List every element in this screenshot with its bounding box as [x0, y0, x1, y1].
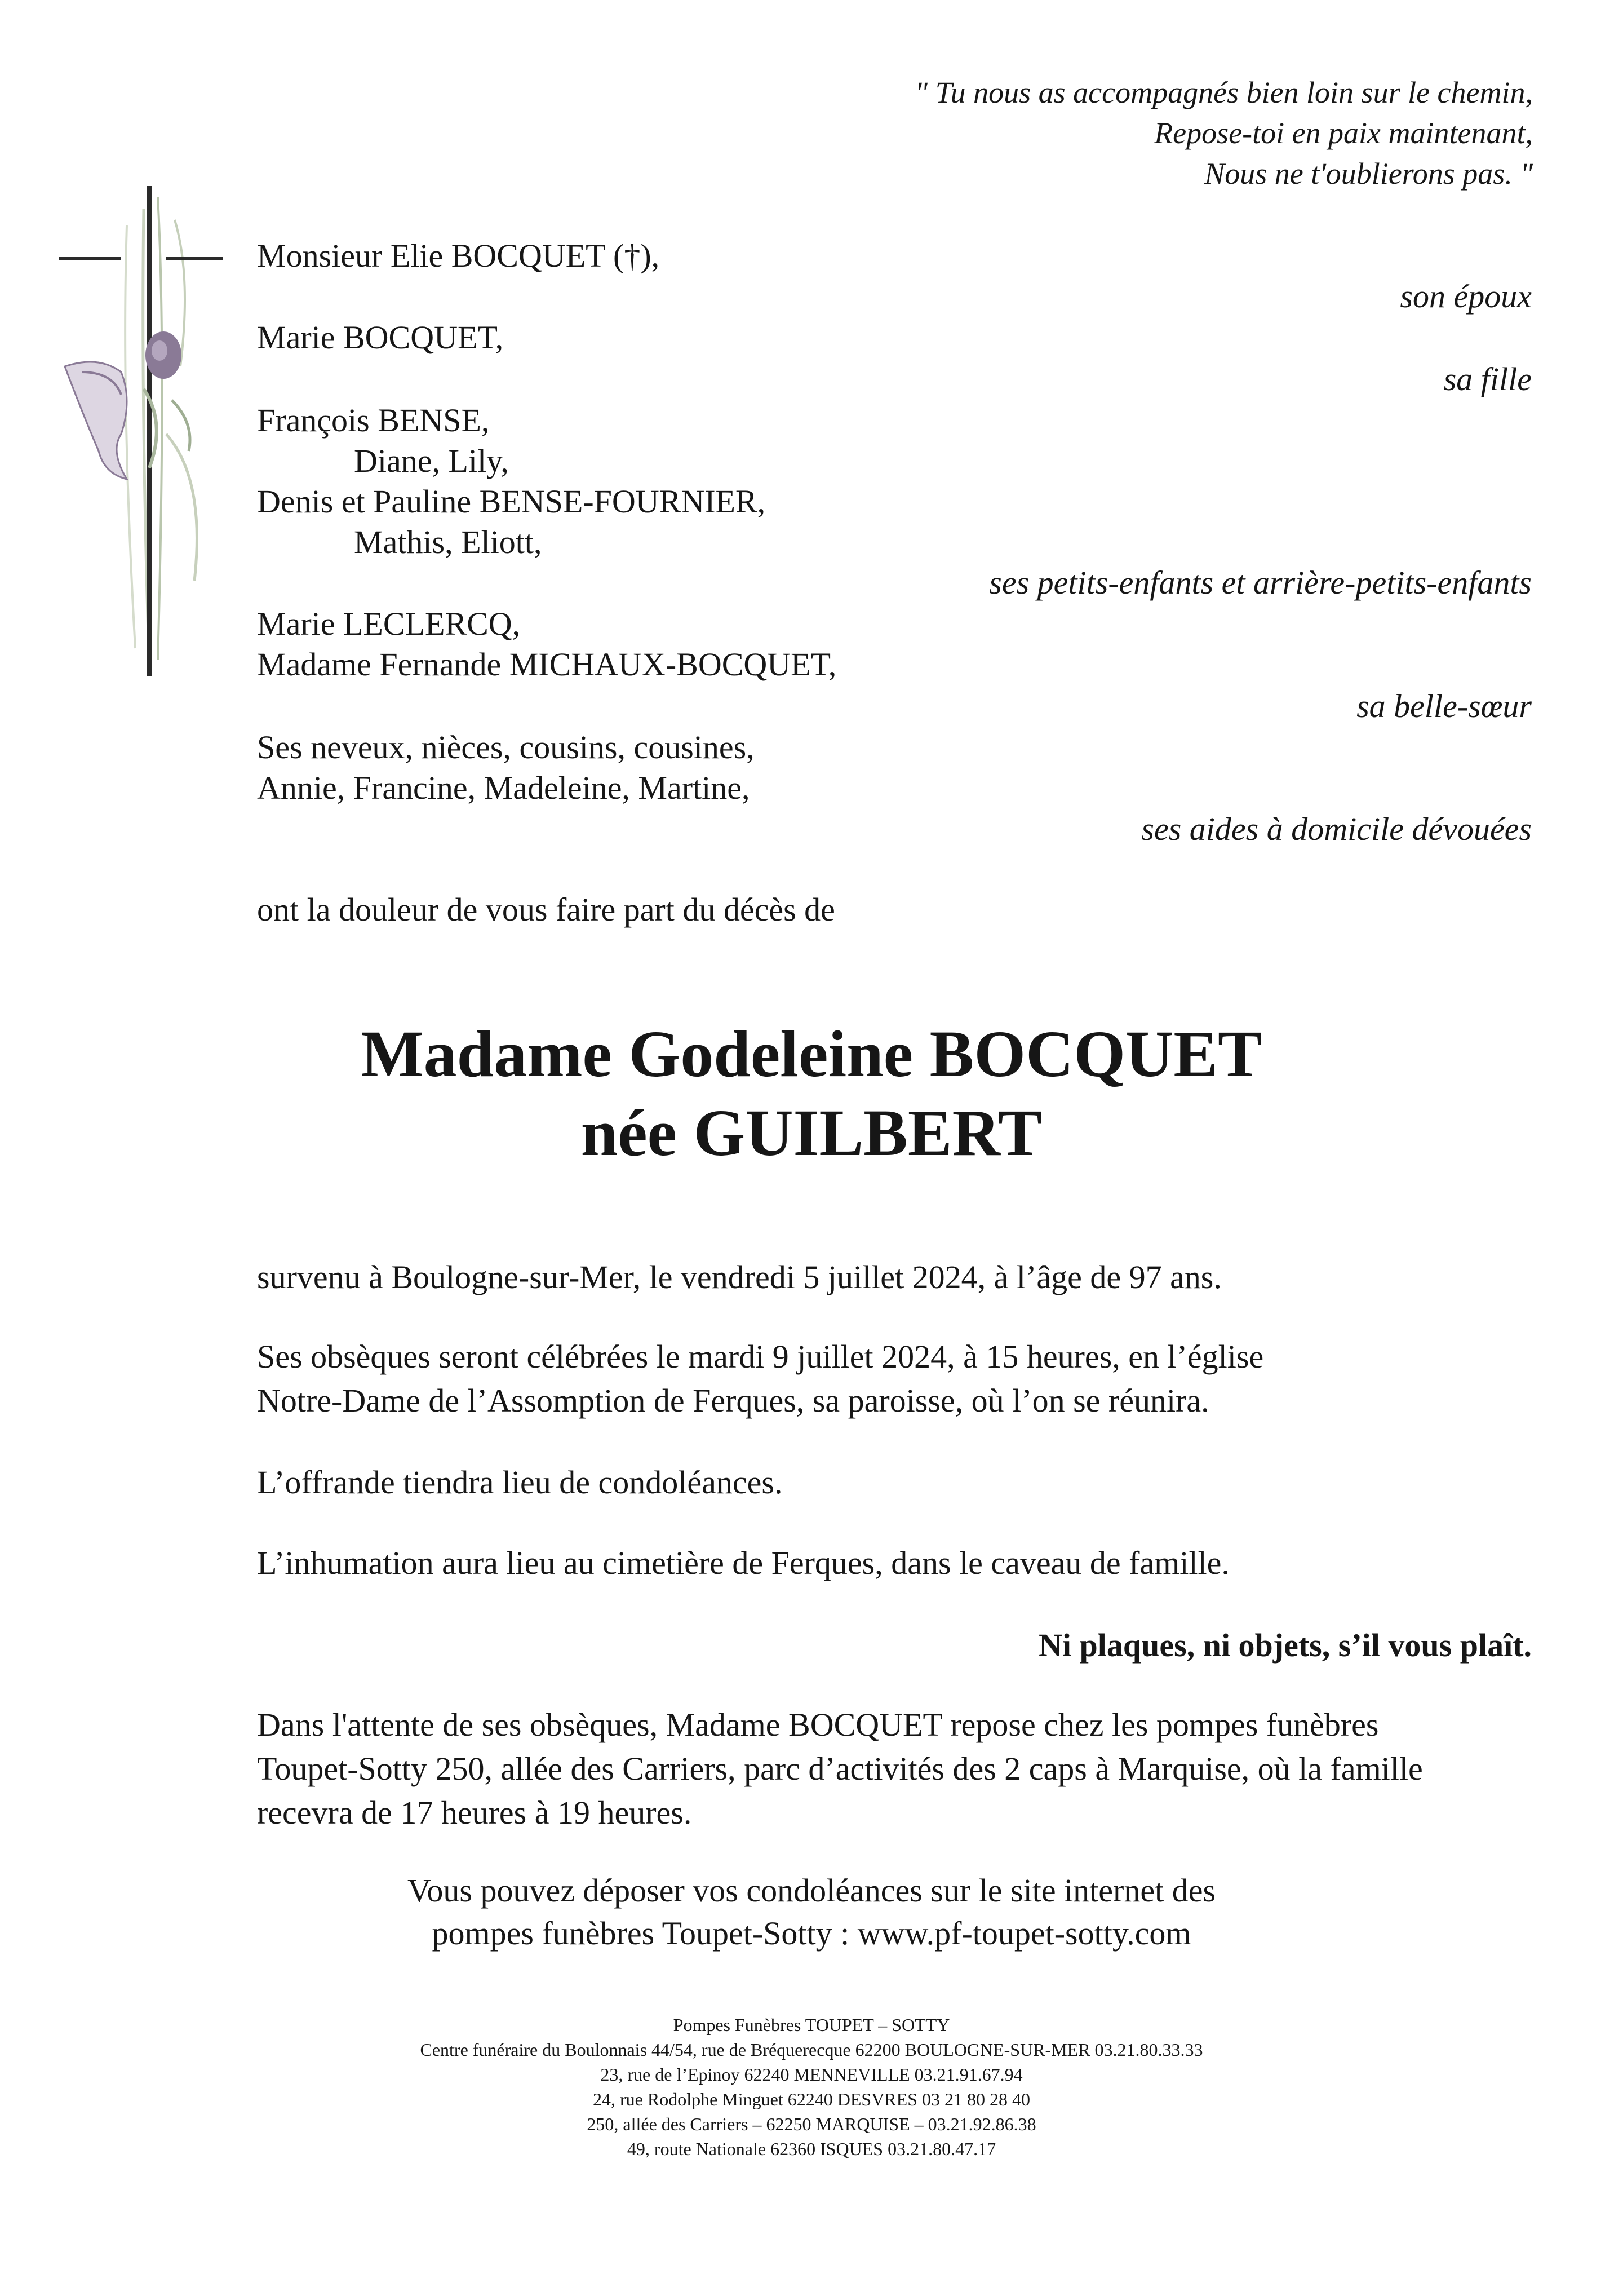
family-name: Annie, Francine, Madeleine, Martine, — [257, 769, 750, 806]
cross-lily-icon — [59, 186, 228, 682]
burial-details: L’inhumation aura lieu au cimetière de Ferques, dans le caveau de famille. — [257, 1545, 1230, 1581]
no-flowers-note: Ni plaques, ni objets, s’il vous plaît. — [1038, 1627, 1532, 1664]
footer-address: 24, rue Rodolphe Minguet 62240 DESVRES 03 21 80 28 40 — [593, 2089, 1030, 2109]
wake-details: recevra de 17 heures à 19 heures. — [257, 1794, 692, 1831]
offering-details: L’offrande tiendra lieu de condoléances. — [257, 1464, 783, 1501]
family-name: Madame Fernande MICHAUX-BOCQUET, — [257, 646, 837, 683]
death-details: survenu à Boulogne-sur-Mer, le vendredi 5 juillet 2024, à l’âge de 97 ans. — [257, 1259, 1222, 1295]
family-name: Ses neveux, nièces, cousins, cousines, — [257, 729, 755, 766]
family-name: Monsieur Elie BOCQUET (†), — [257, 237, 660, 274]
footer-address: Centre funéraire du Boulonnais 44/54, rue de Bréquerecque 62200 BOULOGNE-SUR-MER 03.21.80.33.33 — [420, 2040, 1203, 2060]
family-name: Marie LECLERCQ, — [257, 605, 521, 642]
family-role: ses petits-enfants et arrière-petits-enfants — [989, 564, 1532, 601]
poem-line: Repose-toi en paix maintenant, — [1154, 116, 1533, 150]
footer-address: 250, allée des Carriers – 62250 MARQUISE – 03.21.92.86.38 — [587, 2114, 1036, 2134]
deceased-name: Madame Godeleine BOCQUET — [361, 1017, 1262, 1091]
funeral-details: Ses obsèques seront célébrées le mardi 9 juillet 2024, à 15 heures, en l’église — [257, 1338, 1264, 1375]
family-name: Diane, Lily, — [354, 443, 509, 479]
footer-address: 23, rue de l’Epinoy 62240 MENNEVILLE 03.21.91.67.94 — [600, 2064, 1023, 2085]
condolences-text: pompes funèbres Toupet-Sotty : www.pf-toupet-sotty.com — [432, 1915, 1191, 1952]
deceased-maiden-name: née GUILBERT — [580, 1096, 1043, 1170]
footer-address: 49, route Nationale 62360 ISQUES 03.21.80.47.17 — [627, 2139, 996, 2159]
family-name: Marie BOCQUET, — [257, 319, 504, 356]
family-role: sa fille — [1443, 361, 1532, 397]
announcement-text: ont la douleur de vous faire part du décès de — [257, 891, 835, 928]
family-name: Denis et Pauline BENSE-FOURNIER, — [257, 483, 766, 520]
funeral-details: Notre-Dame de l’Assomption de Ferques, sa paroisse, où l’on se réunira. — [257, 1382, 1209, 1419]
footer-company: Pompes Funèbres TOUPET – SOTTY — [673, 2015, 950, 2035]
family-role: son époux — [1400, 278, 1532, 315]
wake-details: Toupet-Sotty 250, allée des Carriers, parc d’activités des 2 caps à Marquise, où la famille — [257, 1750, 1423, 1787]
poem-line: " Tu nous as accompagnés bien loin sur le chemin, — [915, 76, 1533, 109]
family-role: ses aides à domicile dévouées — [1141, 811, 1532, 847]
poem-line: Nous ne t'oublierons pas. " — [1204, 157, 1533, 191]
condolences-text: Vous pouvez déposer vos condoléances sur le site internet des — [407, 1872, 1216, 1909]
family-role: sa belle-sœur — [1356, 688, 1532, 724]
wake-details: Dans l'attente de ses obsèques, Madame BOCQUET repose chez les pompes funèbres — [257, 1706, 1379, 1743]
poem-quote — [915, 72, 1533, 194]
family-name: François BENSE, — [257, 402, 490, 439]
family-name: Mathis, Eliott, — [354, 524, 542, 560]
